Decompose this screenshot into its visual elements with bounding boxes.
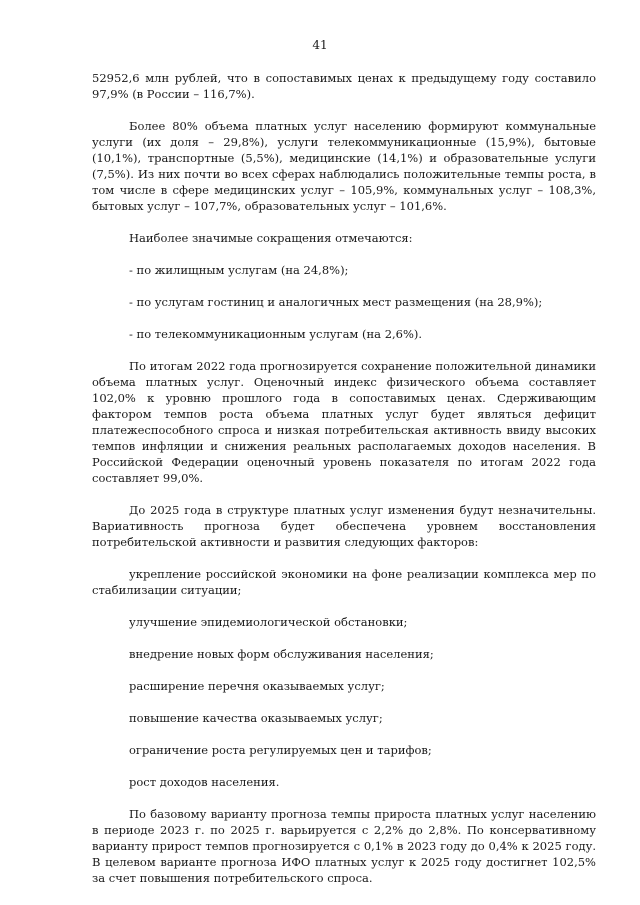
page-number: 41 [312,38,328,52]
reduction-item-hotels: - по услугам гостиниц и аналогичных мест размещения (на 28,9%); [129,295,543,309]
factor-item-epidemiology: улучшение эпидемиологической обстановки; [129,615,408,629]
paragraph-services-structure: Более 80% объема платных услуг населению формируют коммунальные услуги (их доля – 29,8%), услуги телекоммуникационные (15,9%), бытовые (10,1%), транспортные (5,5%), медицинские (14,1%) и образовательные услуги (7,5%). Из них почти во всех сферах наблюдались положительные темпы роста, в том числе в сфере медицинских услуг – 105,9%, коммунальных услуг – 108,3%, бытовых услуг – 107,7%, образовательных услуг – 101,6%. [92,119,596,213]
factor-item-new-service-forms: внедрение новых форм обслуживания населения; [129,647,434,661]
document-body [92,70,596,886]
reduction-item-housing: - по жилищным услугам (на 24,8%); [129,263,349,277]
paragraph-revenue-continuation: 52952,6 млн рублей, что в сопоставимых ценах к предыдущему году составило 97,9% (в России – 116,7%). [92,71,596,101]
paragraph-reductions-intro: Наиболее значимые сокращения отмечаются: [129,231,413,245]
reduction-item-telecom: - по телекоммуникационным услугам (на 2,6%). [129,327,423,341]
paragraph-2025-structure: До 2025 года в структуре платных услуг изменения будут незначительны. Вариативность прогноза будет обеспечена уровнем восстановления потребительской активности и развития следующих факторов: [92,503,596,549]
paragraph-forecast-variants: По базовому варианту прогноза темпы прироста платных услуг населению в периоде 2023 г. по 2025 г. варьируется с 2,2% до 2,8%. По консервативному варианту прирост темпов прогнозируется с 0,1% в 2023 году до 0,4% к 2025 году. В целевом варианте прогноза ИФО платных услуг к 2025 году достигнет 102,5% за счет повышения потребительского спроса. [92,807,596,885]
paragraph-2022-forecast: По итогам 2022 года прогнозируется сохранение положительной динамики объема платных услуг. Оценочный индекс физического объема составляет 102,0% к уровню прошлого года в сопоставимых ценах. Сдерживающим фактором темпов роста объема платных услуг будет являться дефицит платежеспособного спроса и низкая потребительская активность ввиду высоких темпов инфляции и снижения реальных располагаемых доходов населения. В Российской Федерации оценочный уровень показателя по итогам 2022 года составляет 99,0%. [92,359,596,485]
factor-item-economy: укрепление российской экономики на фоне реализации комплекса мер по стабилизации ситуации; [92,567,596,597]
factor-item-price-regulation: ограничение роста регулируемых цен и тарифов; [129,743,432,757]
factor-item-income-growth: рост доходов населения. [129,775,280,789]
factor-item-service-quality: повышение качества оказываемых услуг; [129,711,383,725]
factor-item-service-range: расширение перечня оказываемых услуг; [129,679,385,693]
